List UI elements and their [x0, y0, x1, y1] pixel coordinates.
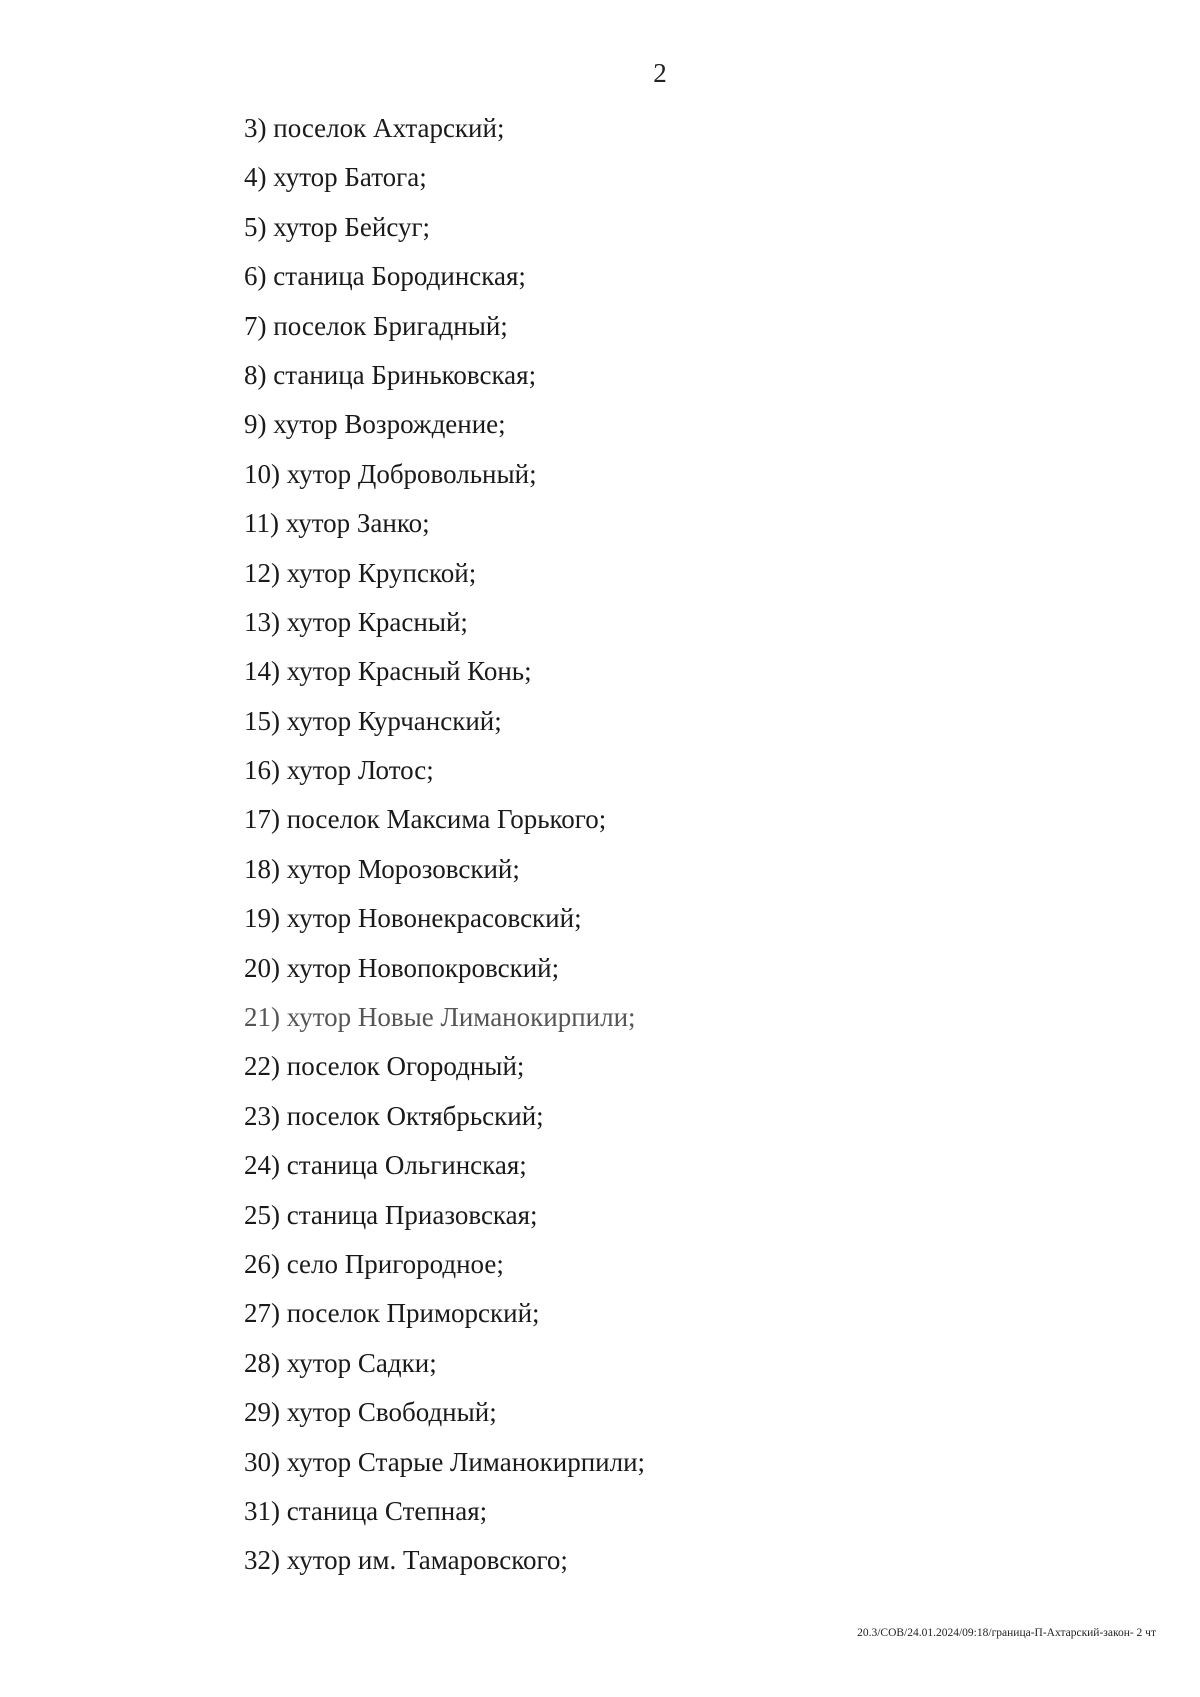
list-item: 16) хутор Лотос;	[244, 755, 434, 786]
list-item: 3) поселок Ахтарский;	[244, 113, 505, 143]
list-item: 22) поселок Огородный;	[244, 1051, 525, 1082]
list-item: 29) хутор Свободный;	[244, 1397, 497, 1428]
list-item: 21) хутор Новые Лиманокирпили;	[244, 1002, 636, 1033]
settlement-list	[244, 104, 645, 1586]
list-item: 15) хутор Курчанский;	[244, 705, 502, 736]
list-item: 13) хутор Красный;	[244, 606, 468, 637]
list-item: 25) станица Приазовская;	[244, 1199, 538, 1230]
list-item: 31) станица Степная;	[244, 1495, 488, 1526]
list-item: 6) станица Бородинская;	[244, 261, 526, 292]
list-item: 28) хутор Садки;	[244, 1347, 437, 1378]
list-item: 10) хутор Добровольный;	[244, 458, 537, 489]
list-item: 8) станица Бриньковская;	[244, 359, 537, 390]
list-item: 19) хутор Новонекрасовский;	[244, 903, 582, 934]
list-item: 17) поселок Максима Горького;	[244, 804, 607, 835]
list-item: 26) село Пригородное;	[244, 1248, 504, 1279]
list-item: 12) хутор Крупской;	[244, 557, 477, 588]
list-item: 14) хутор Красный Конь;	[244, 656, 532, 687]
page-number: 2	[653, 58, 667, 88]
document-footer: 20.3/СОВ/24.01.2024/09:18/граница-П-Ахтарский-закон- 2 чт	[857, 1627, 1156, 1639]
list-item: 7) поселок Бригадный;	[244, 310, 508, 341]
list-item: 23) поселок Октябрьский;	[244, 1100, 544, 1131]
list-item: 32) хутор им. Тамаровского;	[244, 1545, 568, 1576]
list-item: 24) станица Ольгинская;	[244, 1150, 527, 1181]
list-item: 20) хутор Новопокровский;	[244, 952, 560, 983]
list-item: 18) хутор Морозовский;	[244, 853, 520, 884]
list-item: 11) хутор Занко;	[244, 508, 430, 539]
list-item: 4) хутор Батога;	[244, 162, 427, 193]
list-item: 9) хутор Возрождение;	[244, 409, 506, 440]
list-item: 5) хутор Бейсуг;	[244, 211, 431, 242]
list-item: 27) поселок Приморский;	[244, 1298, 540, 1329]
list-item: 30) хутор Старые Лиманокирпили;	[244, 1446, 646, 1477]
